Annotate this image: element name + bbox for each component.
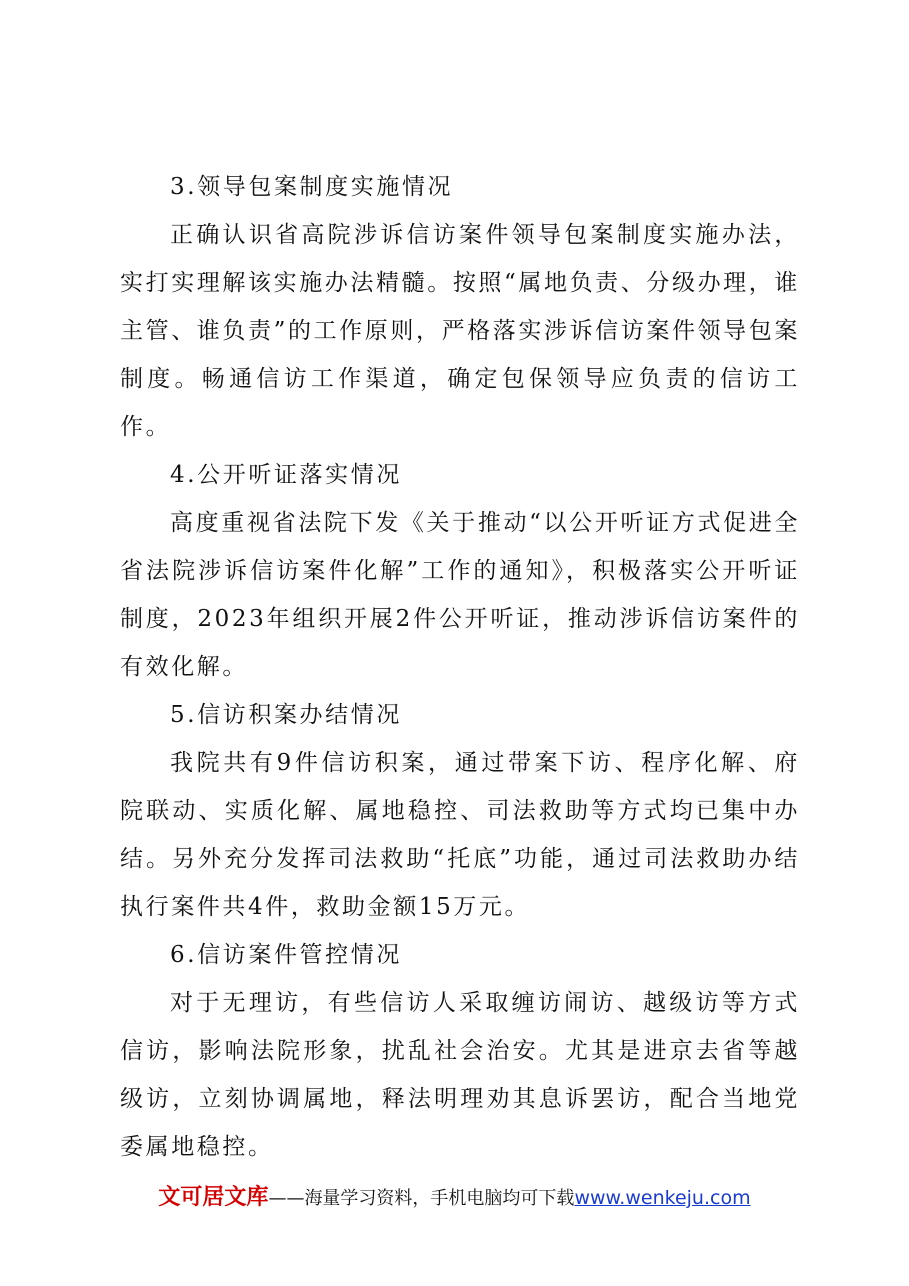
section-heading-5: 5.信访积案办结情况 — [170, 702, 402, 728]
section-heading-6: 6.信访案件管控情况 — [170, 942, 402, 968]
section-paragraph-4: 高度重视省法院下发《关于推动“以公开听证方式促进全省法院涉诉信访案件化解”工作的通知》，积极落实公开听证制度，2023年组织开展2件公开听证，推动涉诉信访案件的有效化解。 — [120, 510, 800, 680]
section-heading-4: 4.公开听证落实情况 — [170, 462, 402, 488]
section-paragraph-6: 对于无理访，有些信访人采取缠访闹访、越级访等方式信访，影响法院形象，扰乱社会治安。尤其是进京去省等越级访，立刻协调属地，释法明理劝其息诉罢访，配合当地党委属地稳控。 — [120, 990, 800, 1160]
document-body — [120, 163, 800, 1171]
footer-tagline: ——海量学习资料，手机电脑均可下载 — [268, 1188, 575, 1209]
section-paragraph-3: 正确认识省高院涉诉信访案件领导包案制度实施办法，实打实理解该实施办法精髓。按照“属地负责、分级办理，谁主管、谁负责”的工作原则，严格落实涉诉信访案件领导包案制度。畅通信访工作渠道，确定包保领导应负责的信访工作。 — [120, 222, 800, 440]
section-heading-3: 3.领导包案制度实施情况 — [170, 174, 454, 200]
footer-website-link[interactable]: www.wenkeju.com — [574, 1187, 751, 1209]
footer-brand: 文可居文库 — [158, 1185, 269, 1210]
footer-banner — [0, 1180, 909, 1211]
section-paragraph-5: 我院共有9件信访积案，通过带案下访、程序化解、府院联动、实质化解、属地稳控、司法救助等方式均已集中办结。另外充分发挥司法救助“托底”功能，通过司法救助办结执行案件共4件，救助金额15万元。 — [120, 750, 800, 920]
